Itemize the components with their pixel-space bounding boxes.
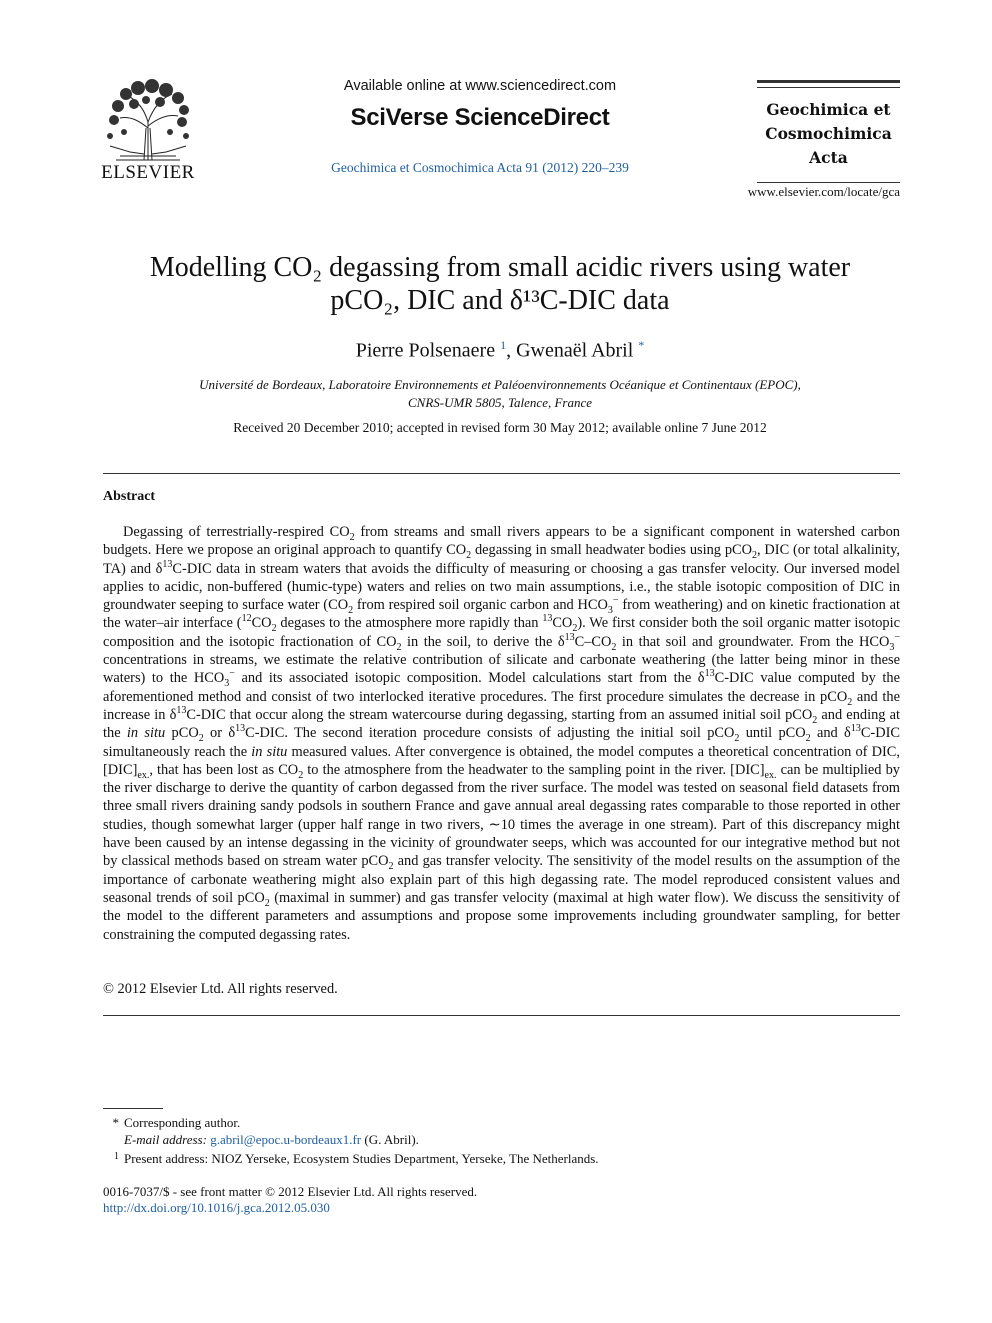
journal-title-box	[757, 80, 900, 183]
journal-name-line2: Cosmochimica	[765, 124, 892, 143]
journal-box-rule-mid	[757, 87, 900, 88]
sciencedirect-brand: SciVerse ScienceDirect	[350, 104, 610, 131]
author-separator: ,	[506, 339, 517, 362]
author-1-footnote-mark[interactable]: 1	[500, 338, 507, 352]
journal-name-line3: Acta	[809, 148, 848, 167]
footnote-rule	[103, 1108, 163, 1109]
doi-link[interactable]: http://dx.doi.org/10.1016/j.gca.2012.05.030	[103, 1200, 330, 1215]
author-2[interactable]: Gwenaël Abril	[516, 339, 634, 362]
elsevier-logo	[100, 76, 196, 186]
footnote-present-mark: 1	[114, 1151, 119, 1162]
journal-box-rule-top	[757, 80, 900, 83]
journal-name-line1: Geochimica et	[766, 100, 891, 119]
affiliation-line-2: CNRS-UMR 5805, Talence, France	[407, 395, 593, 410]
footnote-present-address	[103, 1148, 900, 1167]
available-online-text: Available online at www.sciencedirect.com	[343, 78, 617, 94]
journal-name	[757, 98, 900, 170]
elsevier-wordmark: ELSEVIER	[101, 162, 195, 183]
elsevier-tree-icon	[100, 76, 196, 162]
author-2-corresponding-mark[interactable]: *	[638, 338, 645, 352]
journal-box-rule-bottom	[757, 182, 900, 183]
affiliation-line-1: Université de Bordeaux, Laboratoire Environnements et Paléoenvironnements Océanique et Continentaux (EPOC),	[199, 377, 801, 392]
email-owner: (G. Abril).	[364, 1132, 419, 1147]
email-link[interactable]: g.abril@epoc.u-bordeaux1.fr	[210, 1132, 362, 1147]
footnote-corresponding	[103, 1114, 900, 1131]
title-line-1: Modelling CO₂ degassing from small acidic rivers using water	[149, 252, 851, 283]
footnote-corresponding-mark: *	[112, 1115, 119, 1130]
divider-bottom	[103, 1015, 900, 1016]
copyright-notice: © 2012 Elsevier Ltd. All rights reserved.	[103, 981, 338, 997]
footnote-corresponding-text: Corresponding author.	[124, 1115, 241, 1130]
title-line-2: pCO₂, DIC and δ¹³C-DIC data	[330, 285, 670, 316]
issn-line: 0016-7037/$ - see front matter © 2012 Elsevier Ltd. All rights reserved.	[103, 1184, 478, 1199]
abstract-heading: Abstract	[103, 489, 156, 504]
abstract-body: Degassing of terrestrially-respired $CO_2$ from streams and small rivers appears to be a significant component in watershed carbon budgets. Here we propose an original approach to quantify $CO_2$ degassing in small headwater bodies using pCO$_2$, DIC (or total alkalinity, TA) and $\delta^{13}C$-DIC data in stream waters that avoids the difficulty of measuring or choosing a gas transfer velocity. Our inversed model applies to acidic, non-buffered (humic-type) waters and relies on two main assumptions, i.e., the stable isotopic composition of DIC in groundwater seeping to surface water ($CO_2$ from respired soil organic carbon and $HCO_3^-$ from weathering) and on kinetic fractionation at the water–air interface ($^{12}CO_2$ degases to the atmosphere more rapidly than $^{13}CO_2$). We first consider both the soil organic matter isotopic composition and the isotopic fractionation of $CO_2$ in the soil, to derive the $\delta^{13}C-CO_2$ in that soil and groundwater. From the $HCO_3^-$ concentrations in streams, we estimate the relative contribution of silicate and carbonate weathering (the latter being minor in these waters) to the $HCO_3^-$ and its associated isotopic composition. Model calculations start from the $\delta^{13}C$-DIC value computed by the aforementioned method and consist of two interlocked iterative procedures. The first procedure simulates the decrease in pCO$_2$ and the increase in $\delta^{13}C$-DIC that occur along the stream watercourse during degassing, starting from an assumed initial soil pCO$_2$ and ending at the in situ pCO$_2$ or $\delta^{13}C$-DIC. The second iteration procedure consists of adjusting the initial soil pCO$_2$ until pCO$_2$ and $\delta^{13}C$-DIC simultaneously reach the in situ measured values. After convergence is obtained, the model computes a theoretical concentration of DIC, $[DIC]_{ex.}$, that has been lost as $CO_2$ to the atmosphere from the headwater to the sampling point in the river. $[DIC]_{ex.}$ can be multiplied by the river discharge to derive the quantity of carbon degassed from the river surface. The model was tested on seasonal field datasets from three small rivers draining sandy podsols in southern France and gave annual areal degassing rates comparable to those reported in other studies, though somewhat larger (upper half range in two rivers, ∼10 times the average in one stream). Part of this discrepancy might have been caused by an intense degassing in the vicinity of groundwater seeps, which was accounted for our integrative method but not by classical methods based on stream water pCO$_2$ and gas transfer velocity. The sensitivity of the model results on the assumption of the importance of carbonate weathering might also explain part of this high degassing rate. The model reproduced consistent values and seasonal trends of soil pCO$_2$ (maximal in summer) and gas transfer velocity (maximal at high water flow). We discuss the sensitivity of the model to the different parameters and assumptions and propose some improvements including groundwater sampling, for better constraining the computed degassing rates.	[103, 524, 901, 943]
footnote-present-text: Present address: NIOZ Yerseke, Ecosystem Studies Department, Yerseke, The Netherlands.	[124, 1151, 599, 1166]
article-history: Received 20 December 2010; accepted in revised form 30 May 2012; available online 7 June 2012	[233, 420, 767, 435]
author-list	[100, 338, 900, 363]
journal-url-link[interactable]: www.elsevier.com/locate/gca	[747, 184, 900, 199]
email-label: E-mail address:	[124, 1132, 207, 1147]
author-1[interactable]: Pierre Polsenaere	[355, 339, 496, 362]
journal-citation-link[interactable]: Geochimica et Cosmochimica Acta 91 (2012) 220–239	[331, 160, 629, 175]
affiliation	[100, 376, 900, 412]
article-title	[100, 251, 900, 317]
footnote-email	[103, 1131, 900, 1148]
divider-top	[103, 473, 900, 474]
center-header	[270, 78, 690, 176]
